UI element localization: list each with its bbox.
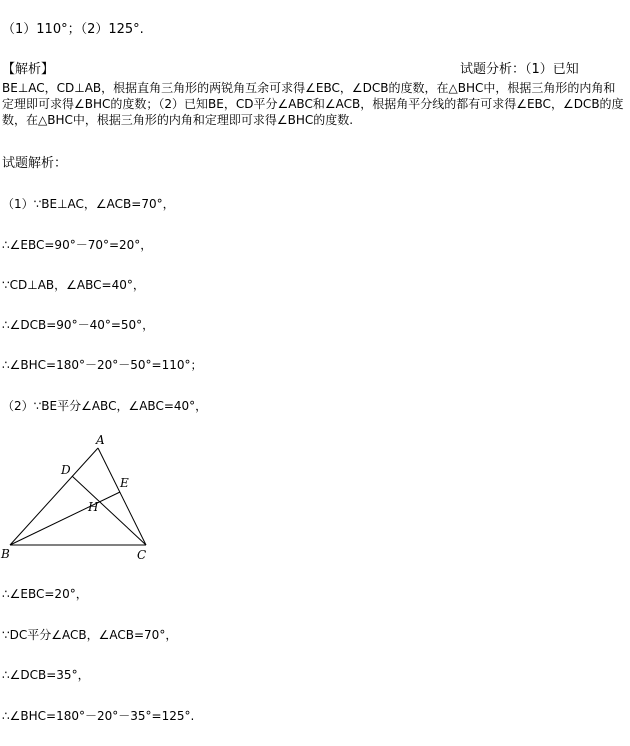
answer-line: （1）110°；（2）125°. — [2, 22, 144, 37]
solution-step-10: ∴∠BHC=180°－20°－35°=125°. — [2, 709, 195, 723]
solution-step-8: ∵DC平分∠ACB，∠ACB=70°， — [2, 628, 178, 642]
label-h: H — [88, 500, 99, 514]
analysis-body: BE⊥AC，CD⊥AB，根据直角三角形的两锐角互余可求得∠EBC，∠DCB的度数，在△BHC中，根据三角形的内角和定理即可求得∠BHC的度数；（2）已知BE，CD平分∠ABC和∠ACB，根据角平分线的都有可求得∠EBC，∠DCB的度数，在△BHC中，根据三角形的内角和定理即可求得∠BHC的度数. — [2, 81, 624, 127]
solution-step-1: （1）∵BE⊥AC，∠ACB=70°， — [2, 197, 175, 211]
triangle-figure — [0, 430, 170, 565]
solution-step-7: ∴∠EBC=20°， — [2, 587, 88, 601]
solution-title: 试题解析： — [2, 156, 68, 171]
solution-step-5: ∴∠BHC=180°－20°－50°=110°； — [2, 358, 203, 372]
label-e: E — [120, 476, 129, 490]
solution-step-2: ∴∠EBC=90°－70°=20°， — [2, 238, 153, 252]
solution-step-9: ∴∠DCB=35°， — [2, 668, 90, 682]
label-a: A — [96, 433, 105, 447]
analysis-right-head: 试题分析：（1）已知 — [460, 62, 579, 77]
analysis-title: 【解析】 — [2, 62, 55, 77]
solution-step-3: ∵CD⊥AB，∠ABC=40°， — [2, 278, 145, 292]
solution-step-4: ∴∠DCB=90°－40°=50°， — [2, 318, 155, 332]
segment-cd — [72, 476, 146, 545]
solution-step-6: （2）∵BE平分∠ABC，∠ABC=40°， — [2, 399, 208, 413]
label-b: B — [1, 547, 10, 561]
label-c: C — [137, 548, 147, 562]
segment-ab — [10, 448, 98, 545]
segment-ac — [98, 448, 146, 545]
label-d: D — [61, 463, 71, 477]
segment-be — [10, 492, 120, 545]
